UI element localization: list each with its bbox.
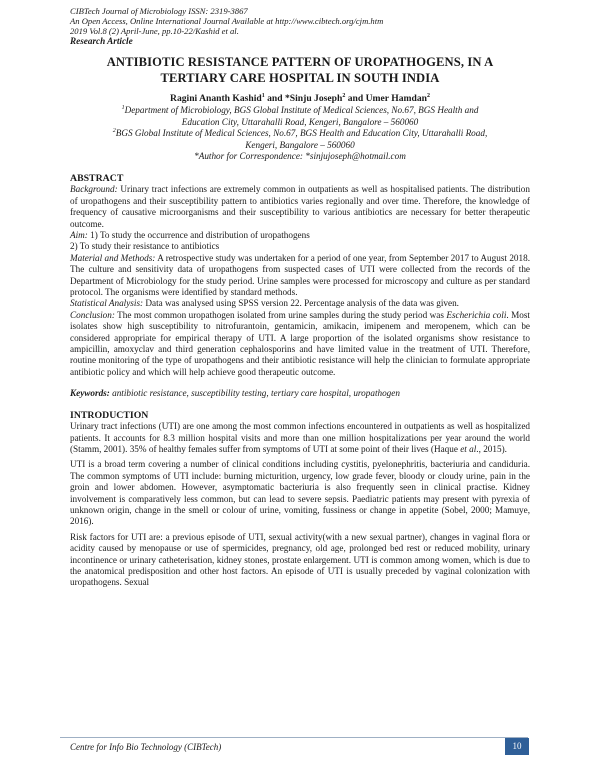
article-type: Research Article	[70, 36, 133, 46]
page-number: 10	[505, 738, 529, 755]
abstract-methods: Material and Methods: A retrospective study was undertaken for a period of one year, from September 2017 to August 2018. The culture and sensitivity data of uropathogens from suspected cases of UTI were collected from the records of the Department of Microbiology for the study period. Urine samples were processed for microscopy and culture as per standard protocol. The organisms were identified by standard methods.	[70, 252, 530, 298]
title-line-2: TERTIARY CARE HOSPITAL IN SOUTH INDIA	[160, 70, 440, 85]
intro-paragraph-1: Urinary tract infections (UTI) are one among the most common infections encountered in outpatients as well as hospitalized patients. It accounts for 8.3 million hospital visits and more than one million hospitalizations per year around the world (Stamm, 2001). 35% of healthy females suffer from symptoms of UTI at some point of their lives (Haque et al., 2015).	[70, 421, 530, 454]
affiliations: $^1$Department of Microbiology, BGS Global Institute of Medical Sciences, No.67, BGS Health and Education City, Uttarahalli Road, Kengeri, Bangalore – 560060 $^2$BGS Global Institute of Medical Sciences, No.67, BGS Health and Education City, Uttarahalli Road, Kengeri, Bangalore – 560060 *Author for Correspondence: *sinjujoseph@hotmail.com	[70, 105, 530, 163]
footer-text: Centre for Info Bio Technology (CIBTech)	[70, 742, 222, 752]
footer-divider	[60, 737, 528, 738]
paper-page	[70, 6, 530, 589]
introduction-heading: INTRODUCTION	[70, 409, 149, 421]
intro-paragraph-2: UTI is a broad term covering a number of clinical conditions including cystitis, pyelonephritis, bacteriuria and candiduria. The common symptoms of UTI include: burning micturition, urgency, low grade fever, bloody or cloudy urine, pain in the groin and lower abdomen. However, asymptomatic bacteriuria is also frequently seen in clinical practise. Kidney involvement is comparatively less common, but can lead to severe sepsis. Paediatric patients may present with pyrexia of unknown origin, change in the smell or colour of urine, vomiting, fussiness or change in appetite (Sobel, 2000; Mamuye, 2016).	[70, 459, 530, 527]
abstract-heading: ABSTRACT	[70, 172, 124, 184]
author-1: Ragini Ananth Kashid	[170, 93, 262, 104]
abstract-stats: Statistical Analysis: Data was analysed using SPSS version 22. Percentage analysis of the data was given.	[70, 298, 459, 309]
abstract-aim-2: 2) To study their resistance to antibiotics	[70, 241, 220, 252]
abstract-aim: Aim: 1) To study the occurrence and distribution of uropathogens	[70, 230, 310, 240]
intro-paragraph-3: Risk factors for UTI are: a previous episode of UTI, sexual activity(with a new sexual partner), changes in vaginal flora or acidity caused by menopause or use of spermicides, pregnancy, old age, prolonged bed rest or reduced mobility, urinary incontinence or urinary catheterisation, kidney stones, prostate enlargement. UTI is common among women, which is due to the anatomical predisposition and other host factors. An episode of UTI is usually preceded by vaginal colonization with uropathogens. Sexual	[70, 531, 530, 588]
citation-line: 2019 Vol.8 (2) April-June, pp.10-22/Kashid et al.	[70, 26, 239, 36]
abstract-background: Background: Urinary tract infections are extremely common in outpatients as well as hospitalised patients. The distribution of uropathogens and their susceptibility pattern to antibiotics varies regionally and over time. Therefore, the knowledge of frequency of causative microorganisms and their susceptibility to various antibiotics are necessary for better therapeutic outcome.	[70, 184, 530, 229]
author-2: Sinju Joseph	[289, 93, 343, 104]
correspondence: *Author for Correspondence: *sinjujoseph@hotmail.com	[194, 151, 406, 162]
title-line-1: ANTIBIOTIC RESISTANCE PATTERN OF UROPATHOGENS, IN A	[106, 55, 494, 69]
access-line: An Open Access, Online International Journal Available at http://www.cibtech.org/cjm.htm	[70, 16, 384, 26]
paper-title	[70, 55, 530, 86]
affiliation-2: $^2$BGS Global Institute of Medical Sciences, No.67, BGS Health and Education City, Uttarahalli Road,	[112, 128, 488, 139]
journal-header: CIBTech Journal of Microbiology ISSN: 2319-3867	[70, 6, 248, 16]
keywords: Keywords: antibiotic resistance, susceptibility testing, tertiary care hospital, uropathogen	[70, 388, 400, 399]
author-list: Ragini Ananth Kashid$^1$ and *Sinju Joseph$^2$ and Umer Hamdan$^2$	[170, 92, 430, 104]
author-3: Umer Hamdan	[365, 93, 427, 104]
affiliation-1: $^1$Department of Microbiology, BGS Global Institute of Medical Sciences, No.67, BGS Health and	[121, 104, 479, 115]
abstract-conclusion: Conclusion: The most common uropathogen isolated from urine samples during the study period was Escherichia coli. Most isolates show high susceptibility to nitrofurantoin, gentamicin, amikacin, imipenem and meropenem, which can be considered appropriate for empirical therapy of UTI. A large proportion of the isolated organisms show resistance to ampicillin, amoxyclav and third generation cephalosporins and have limited value in the treatment of UTI. Therefore, routine monitoring of the type of uropathogens and their antibiotic resistance will help the clinician to formulate appropriate antibiotic policy and which will help achieve good therapeutic outcome.	[70, 309, 530, 377]
